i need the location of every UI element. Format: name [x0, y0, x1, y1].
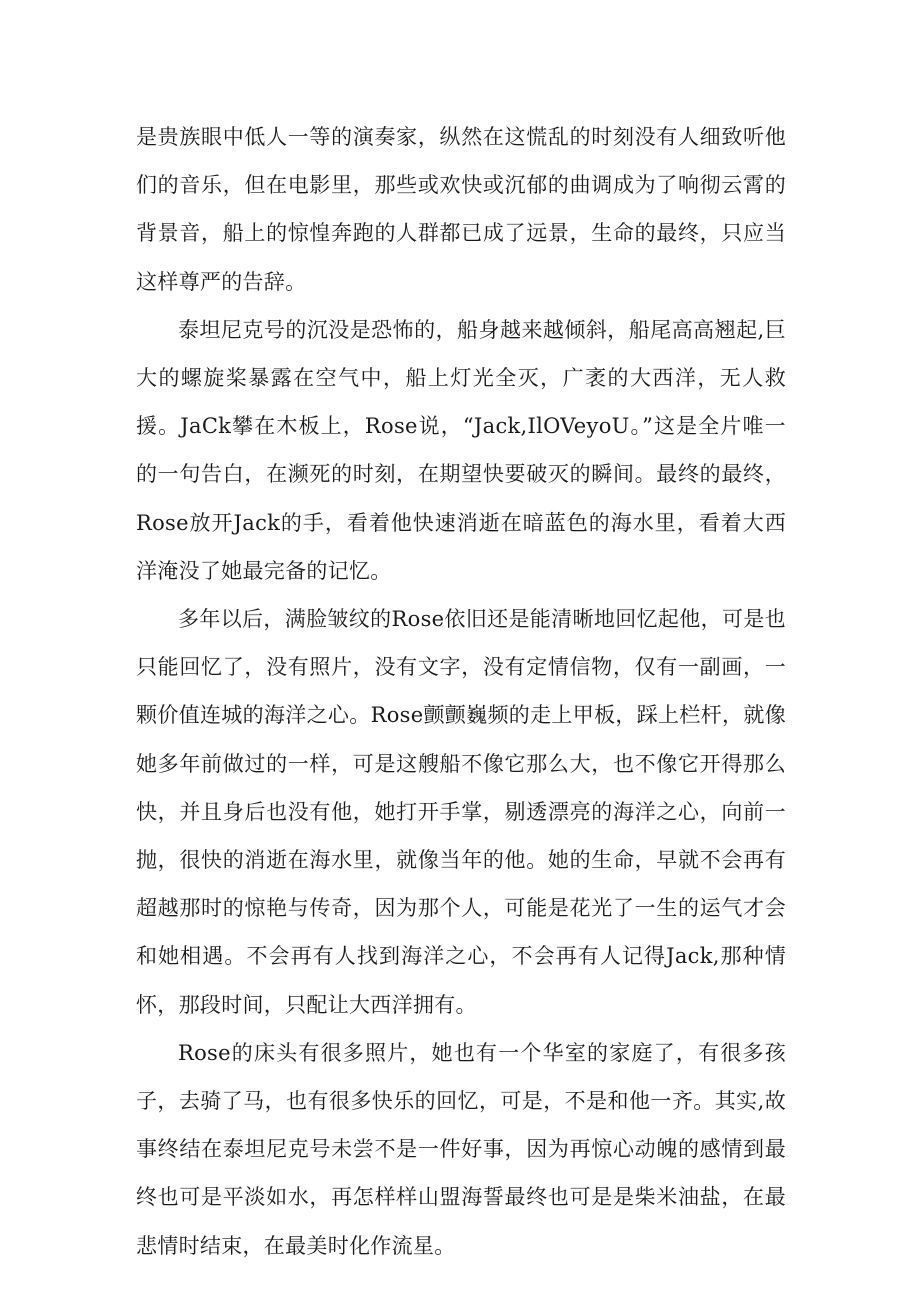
paragraph-3: 多年以后，满脸皱纹的Rose依旧还是能清晰地回忆起他，可是也只能回忆了，没有照片，没有文字，没有定情信物，仅有一副画，一颗价值连城的海洋之心。Rose颤颤巍频的走上甲板，踩上栏杆，就像她多年前做过的一样，可是这艘船不像它那么大，也不像它开得那么快，并且身后也没有他，她打开手掌，剔透漂亮的海洋之心，向前一抛，很快的消逝在海水里，就像当年的他。她的生命，早就不会再有超越那时的惊艳与传奇，因为那个人，可能是花光了一生的运气才会和她相遇。不会再有人找到海洋之心，不会再有人记得Jack,那种情怀，那段时间，只配让大西洋拥有。 — [136, 607, 786, 1017]
paragraph-1: 是贵族眼中低人一等的演奏家，纵然在这慌乱的时刻没有人细致听他们的音乐，但在电影里，那些或欢快或沉郁的曲调成为了响彻云霄的背景音，船上的惊惶奔跑的人群都已成了远景，生命的最终，只应当这样尊严的告辞。 — [136, 125, 786, 294]
paragraph-2: 泰坦尼克号的沉没是恐怖的，船身越来越倾斜，船尾高高翘起,巨大的螺旋桨暴露在空气中，船上灯光全灭，广袤的大西洋，无人救援。JaCk攀在木板上，Rose说，“Jack,IlOVeyoU。”这是全片唯一的一句告白，在濒死的时刻，在期望快要破灭的瞬间。最终的最终，Rose放开Jack的手，看着他快速消逝在暗蓝色的海水里，看着大西洋淹没了她最完备的记忆。 — [136, 317, 786, 583]
paragraph-4: Rose的床头有很多照片，她也有一个华室的家庭了，有很多孩子，去骑了马，也有很多快乐的回忆，可是，不是和他一齐。其实,故事终结在泰坦尼克号未尝不是一件好事，因为再惊心动魄的感情到最终也可是平淡如水，再怎样样山盟海誓最终也可是是柴米油盐，在最悲情时结束，在最美时化作流星。 — [136, 1040, 786, 1258]
body-text — [136, 113, 786, 1270]
